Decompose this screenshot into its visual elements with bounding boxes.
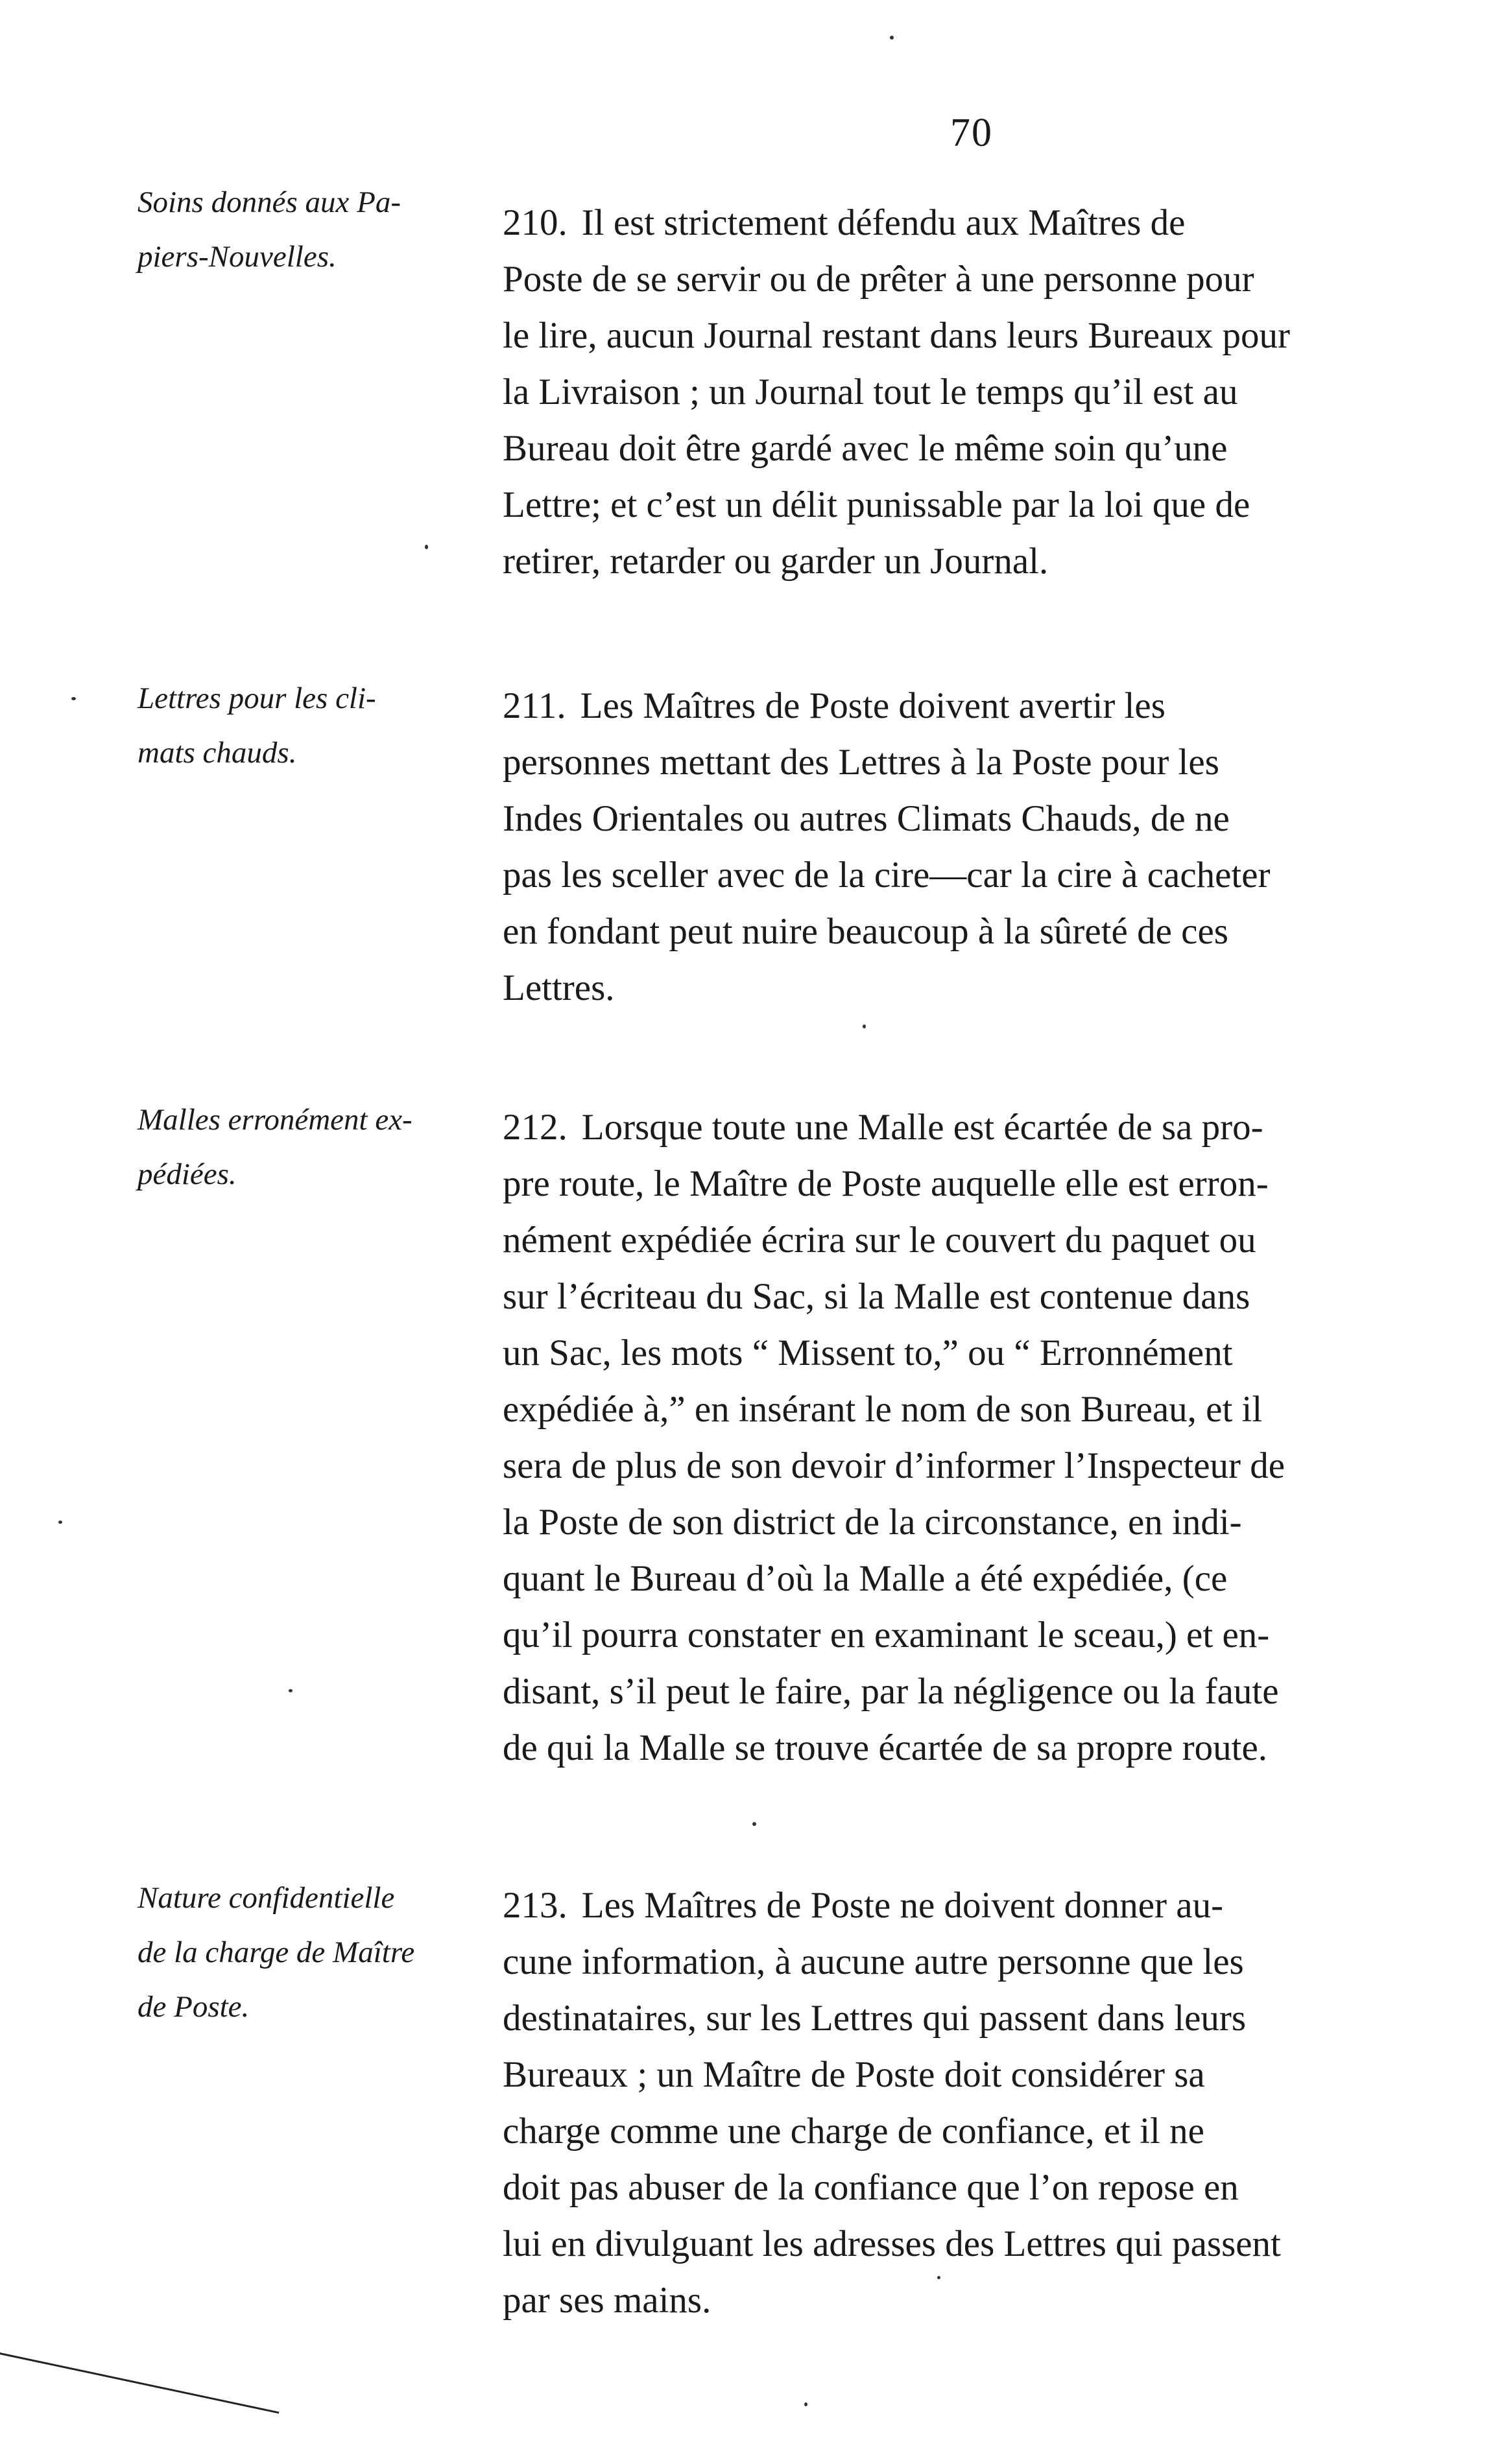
- margin-note: Nature confidentielle de la charge de Maître de Poste.: [137, 1881, 415, 2024]
- paragraph: [503, 1877, 1424, 2328]
- paragraph: [503, 678, 1424, 1016]
- scan-speck: [937, 2276, 940, 2279]
- paragraph-number: 210.: [503, 202, 568, 243]
- scan-speck: [863, 1025, 866, 1028]
- scan-speck: [58, 1521, 62, 1524]
- paragraph-text: Il est strictement défendu aux Maîtres de Poste de se servir ou de prêter à une personne pour le lire, aucun Journal restant dans leurs Bureaux pour la Livraison ; un Journal tout le temps qu’il est au Bureau doit être gardé avec le même soin qu’une Lettre; et c’est un délit punissable par la loi que de retirer, retarder ou garder un Journal.: [503, 202, 1291, 582]
- page-number: 70: [950, 111, 993, 155]
- margin-note: Malles erronément ex- pédiées.: [137, 1103, 412, 1191]
- paragraph: [503, 195, 1424, 589]
- scan-speck: [425, 545, 428, 549]
- stray-scan-line: [0, 2352, 279, 2413]
- paragraph-text: Les Maîtres de Poste doivent avertir les personnes mettant des Lettres à la Poste pour les Indes Orientales ou autres Climats Chauds, de ne pas les sceller avec de la cire—car la cire à cacheter en fondant peut nuire beaucoup à la sûreté de ces Lettres.: [503, 685, 1271, 1008]
- paragraph-text: Les Maîtres de Poste ne doivent donner au- cune information, à aucune autre personne que les destinataires, sur les Lettres qui passent dans leurs Bureaux ; un Maître de Poste doit considérer sa charge comme une charge de confiance, et il ne doit pas abuser de la confiance que l’on repose en lui en divulguant les adresses des Lettres qui passent par ses mains.: [503, 1885, 1281, 2321]
- scan-speck: [890, 36, 894, 40]
- paragraph-text: Lorsque toute une Malle est écartée de sa pro- pre route, le Maître de Poste auquelle elle est erron- nément expédiée écrira sur le couvert du paquet ou sur l’écriteau du Sac, si la Malle est contenue dans un Sac, les mots “ Missent to,” ou “ Erronnément expédiée à,” en insérant le nom de son Bureau, et il sera de plus de son devoir d’informer l’Inspecteur de la Poste de son district de la circonstance, en indi- quant le Bureau d’où la Malle a été expédiée, (ce qu’il pourra constater en examinant le sceau,) et en- disant, s’il peut le faire, par la négligence ou la faute de qui la Malle se trouve écartée de sa propre route.: [503, 1107, 1285, 1768]
- paragraph: [503, 1099, 1424, 1776]
- margin-note: Lettres pour les cli- mats chauds.: [137, 681, 376, 770]
- scan-speck: [71, 697, 76, 700]
- scan-speck: [289, 1689, 293, 1692]
- paragraph-number: 211.: [503, 685, 566, 726]
- paragraph-number: 212.: [503, 1107, 568, 1148]
- margin-note: Soins donnés aux Pa- piers-Nouvelles.: [137, 185, 401, 274]
- scan-speck: [752, 1822, 756, 1826]
- paragraph-number: 213.: [503, 1885, 568, 1926]
- scan-speck: [804, 2402, 807, 2406]
